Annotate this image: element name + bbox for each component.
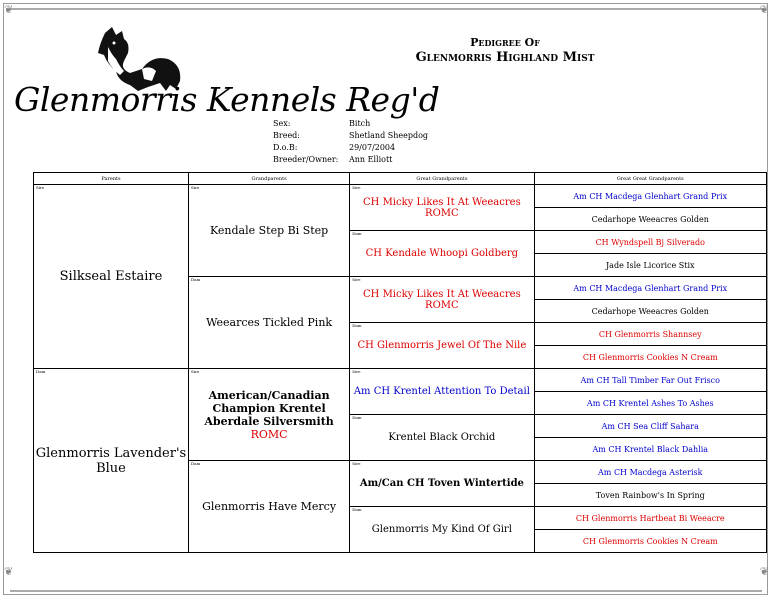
- grandparent-name: Weearces Tickled Pink: [206, 316, 333, 329]
- header-row: [34, 173, 767, 185]
- ggg-cell: Cedarhope Weeacres Golden: [534, 300, 766, 323]
- ggg-cell: Am CH Macdega Glenhart Grand Prix: [534, 185, 766, 208]
- ggg-cell: Am CH Macdega Glenhart Grand Prix: [534, 277, 766, 300]
- parent-name: Silkseal Estaire: [59, 269, 163, 284]
- info-row: [273, 130, 428, 142]
- corner-ornament-icon: ❦: [759, 565, 769, 578]
- grandparent-cell: Dam Glenmorris Have Mercy: [188, 461, 349, 553]
- grandparent-cell: Sire Kendale Step Bi Step: [188, 185, 349, 277]
- ggg-cell: Am CH Macdega Asterisk: [534, 461, 766, 484]
- dog-info: [273, 118, 428, 166]
- ggg-cell: Am CH Tall Timber Far Out Frisco: [534, 369, 766, 392]
- info-value: Ann Elliott: [349, 155, 393, 164]
- corner-ornament-icon: ❦: [759, 3, 769, 16]
- grandparent-name: Kendale Step Bi Step: [209, 224, 329, 237]
- corner-ornament-icon: ❦: [4, 565, 14, 578]
- info-row: [273, 154, 428, 166]
- info-value: Shetland Sheepdog: [349, 131, 429, 140]
- header-great-great-grandparents: Great Great Grandparents: [534, 173, 766, 185]
- info-value: 29/07/2004: [349, 143, 396, 152]
- info-label: Sex:: [273, 119, 291, 128]
- pedigree-title: Pedigree Of: [470, 36, 540, 49]
- ggg-cell: Toven Rainbow's In Spring: [534, 484, 766, 507]
- ggg-cell: Am CH Krentel Black Dahlia: [534, 438, 766, 461]
- ggg-cell: Am CH Sea Cliff Sahara: [534, 415, 766, 438]
- great-grandparent-cell: Sire Am CH Krentel Attention To Detail: [350, 369, 534, 415]
- corner-ornament-icon: ❦: [4, 3, 14, 16]
- great-grandparent-cell: Sire CH Micky Likes It At Weeacres ROMC: [350, 185, 534, 231]
- info-label: D.o.B:: [273, 143, 298, 152]
- ggg-cell: CH Glenmorris Cookies N Cream: [534, 530, 766, 553]
- grandparent-cell: Dam Weearces Tickled Pink: [188, 277, 349, 369]
- info-label: Breed:: [273, 131, 300, 140]
- ggg-cell: Jade Isle Licorice Stix: [534, 254, 766, 277]
- grandparent-cell: Sire American/Canadian Champion Krentel Aberdale Silversmith ROMC: [188, 369, 349, 461]
- info-label: Breeder/Owner:: [273, 155, 339, 164]
- info-value: Bitch: [349, 119, 371, 128]
- info-row: [273, 142, 428, 154]
- grandparent-name: American/Canadian Champion Krentel Aberdale Silversmith: [204, 388, 334, 428]
- great-grandparent-cell: Dam Krentel Black Orchid: [350, 415, 534, 461]
- ggg-cell: CH Glenmorris Hartbeat Bi Weeacre: [534, 507, 766, 530]
- great-grandparent-cell: Sire CH Micky Likes It At Weeacres ROMC: [350, 277, 534, 323]
- parent-cell: Dam Glenmorris Lavender's Blue: [34, 369, 189, 553]
- parent-cell: Sire Silkseal Estaire: [34, 185, 189, 369]
- header-grandparents: Grandparents: [188, 173, 349, 185]
- great-grandparent-cell: Dam CH Glenmorris Jewel Of The Nile: [350, 323, 534, 369]
- great-grandparent-cell: Dam Glenmorris My Kind Of Girl: [350, 507, 534, 553]
- ggg-cell: CH Glenmorris Shannsey: [534, 323, 766, 346]
- parent-name: Glenmorris Lavender's Blue: [35, 445, 187, 476]
- grandparent-name: Glenmorris Have Mercy: [202, 500, 337, 513]
- ggg-cell: CH Wyndspell Bj Silverado: [534, 231, 766, 254]
- great-grandparent-cell: Sire Am/Can CH Toven Wintertide: [350, 461, 534, 507]
- dog-name-title: Glenmorris Highland Mist: [415, 50, 595, 65]
- info-row: [273, 118, 428, 130]
- header-parents: Parents: [34, 173, 189, 185]
- pedigree-table: [33, 172, 767, 553]
- ggg-cell: CH Glenmorris Cookies N Cream: [534, 346, 766, 369]
- ggg-cell: Am CH Krentel Ashes To Ashes: [534, 392, 766, 415]
- great-grandparent-cell: Dam CH Kendale Whoopi Goldberg: [350, 231, 534, 277]
- ggg-cell: Cedarhope Weeacres Golden: [534, 208, 766, 231]
- kennel-name: Glenmorris Kennels Reg'd: [14, 80, 440, 119]
- header-great-grandparents: Great Grandparents: [350, 173, 534, 185]
